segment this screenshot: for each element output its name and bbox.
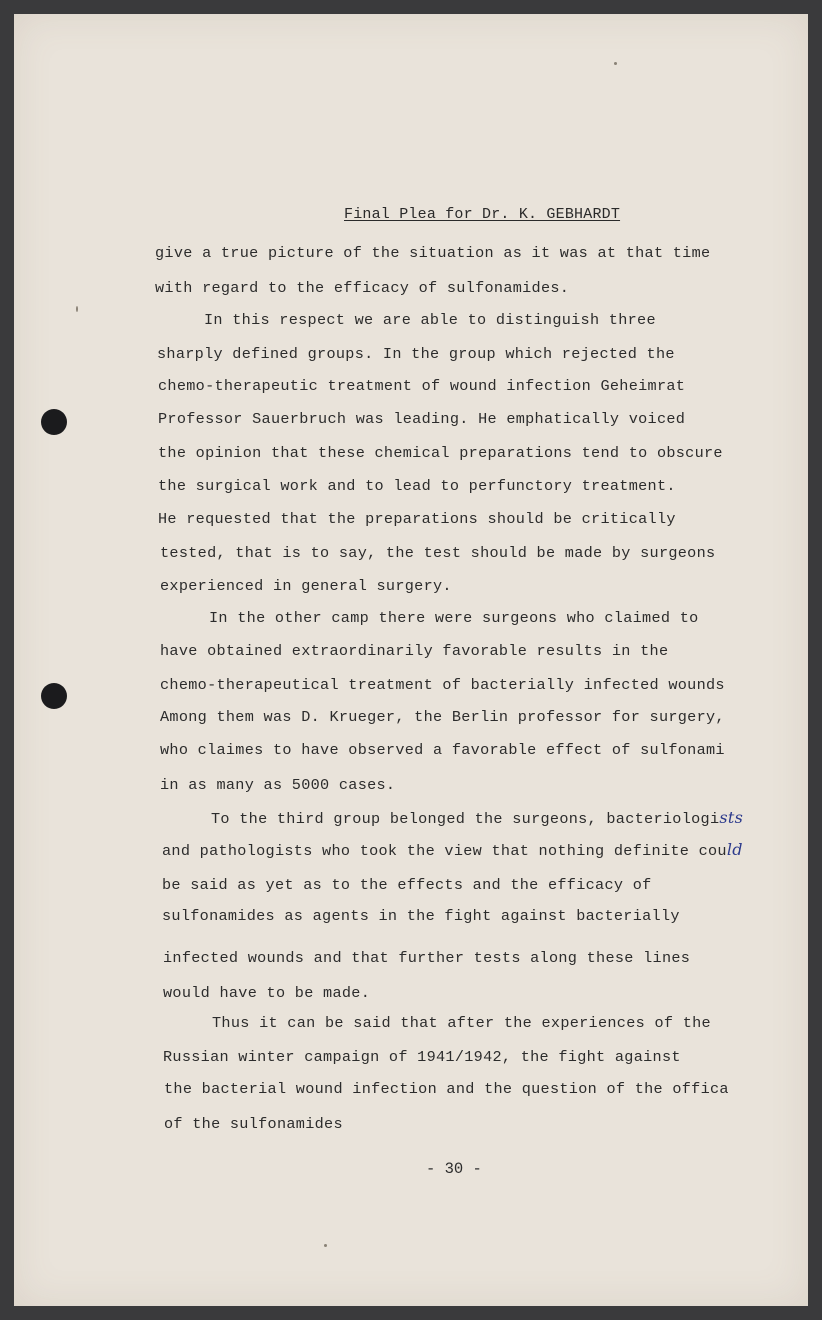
text-line: with regard to the efficacy of sulfonamides. [155,279,570,297]
text-line [162,840,743,861]
text-line: have obtained extraordinarily favorable results in the [160,642,669,660]
handwritten-correction: sts [719,808,744,827]
text-line: chemo-therapeutic treatment of wound infection Geheimrat [158,377,686,395]
document-page [14,14,808,1306]
paper-speck [614,62,617,65]
text-line: sharply defined groups. In the group which rejected the [157,345,675,363]
handwritten-correction: ld [726,840,743,859]
text-line: be said as yet as to the effects and the efficacy of [162,876,652,894]
text-line: give a true picture of the situation as it was at that time [155,244,711,262]
text-line: the surgical work and to lead to perfunctory treatment. [158,477,676,495]
text-line: Professor Sauerbruch was leading. He emphatically voiced [158,410,686,428]
text-line: infected wounds and that further tests along these lines [163,949,691,967]
text-line: in as many as 5000 cases. [160,776,396,794]
text-line: the opinion that these chemical preparations tend to obscure [158,444,723,462]
paper-speck [324,1244,327,1247]
page-number: - 30 - [426,1160,482,1178]
document-title: Final Plea for Dr. K. GEBHARDT [344,206,621,223]
text-line: Russian winter campaign of 1941/1942, the fight against [163,1048,681,1066]
typed-text: To the third group belonged the surgeons, bacteriologi [211,810,720,828]
typed-text: and pathologists who took the view that nothing definite cou [162,842,727,860]
text-line: Among them was D. Krueger, the Berlin professor for surgery, [160,708,725,726]
text-line: chemo-therapeutical treatment of bacterially infected wounds [160,676,725,694]
text-line: In the other camp there were surgeons who claimed to [209,609,699,627]
punch-hole-top [41,409,67,435]
text-line [211,808,743,829]
paper-speck [76,306,78,312]
text-line: the bacterial wound infection and the question of the offica [164,1080,729,1098]
punch-hole-bottom [41,683,67,709]
text-line: of the sulfonamides [164,1115,343,1133]
text-line: would have to be made. [163,984,371,1002]
text-line: experienced in general surgery. [160,577,452,595]
text-line: sulfonamides as agents in the fight against bacterially [162,907,680,925]
text-line: tested, that is to say, the test should be made by surgeons [160,544,716,562]
text-line: Thus it can be said that after the experiences of the [212,1014,711,1032]
text-line: In this respect we are able to distinguish three [204,311,656,329]
text-line: He requested that the preparations should be critically [158,510,676,528]
text-line: who claimes to have observed a favorable effect of sulfonami [160,741,725,759]
